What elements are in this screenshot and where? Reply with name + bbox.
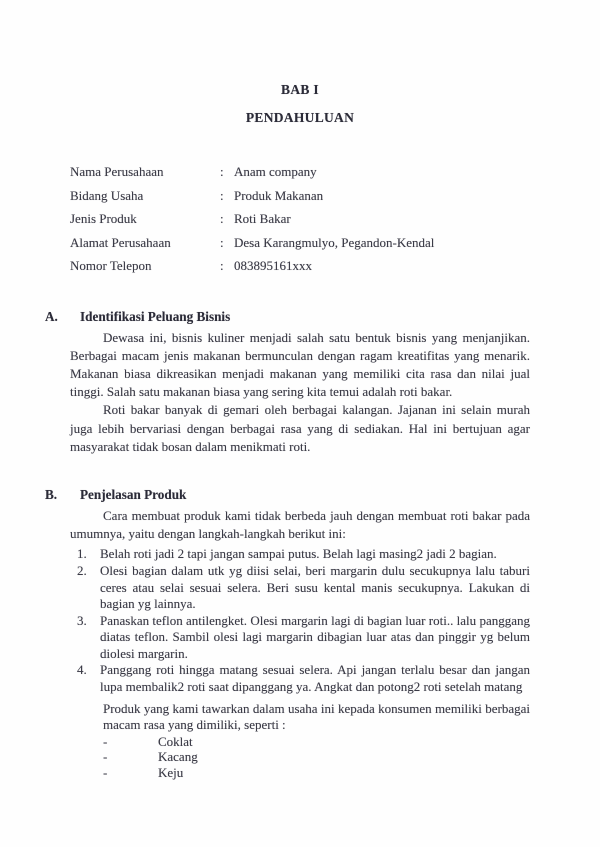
dash-bullet: - [103,764,108,780]
info-row-company-address [70,235,530,259]
list-item [103,734,530,750]
document-content [45,82,530,780]
section-a-heading [45,309,530,325]
info-label: Nomor Telepon [70,258,152,273]
info-value: Produk Makanan [234,187,324,203]
preparation-steps-list [70,546,530,695]
section-b-closing-paragraph: Produk yang kami tawarkan dalam usaha ini kepada konsumen memiliki berbagai macam rasa yang dimiliki, seperti : [103,700,530,733]
info-row-phone-number [70,258,530,282]
dash-bullet: - [103,749,108,765]
info-colon: : [220,258,224,273]
info-label: Nama Perusahaan [70,164,164,179]
info-value: Anam company [234,164,317,179]
list-item-number: 2. [77,562,87,578]
list-item [77,546,530,563]
info-row-business-field [70,188,530,212]
info-value: 083895161xxx [234,258,312,273]
flavor-name: Kacang [158,749,198,765]
section-b-title: Penjelasan Produk [80,486,187,502]
flavor-list [70,734,530,781]
section-a-letter: A. [45,308,58,324]
chapter-number: BAB I [281,82,319,97]
info-label: Jenis Produk [70,211,137,226]
section-a-title: Identifikasi Peluang Bisnis [80,308,231,324]
section-a-paragraph-2: Roti bakar banyak di gemari oleh berbagai kalangan. Jajanan ini selain murah juga lebih bervariasi dengan berbagai rasa yang di sediakan. Hal ini bertujuan agar masyarakat tidak bosan dalam menikmati roti. [70,402,530,454]
list-item-text: Olesi bagian dalam utk yg diisi selai, beri margarin dulu secukupnya lalu taburi ceres atau selai sesuai selera. Beri susu kental manis secukupnya. Lakukan di bagian yg lainnya. [100,562,530,612]
list-item [103,765,530,781]
list-item-text: Panaskan teflon antilengket. Olesi margarin lagi di bagian luar roti.. lalu panggang diatas teflon. Sambil olesi lagi margarin dibagian luar atas dan pinggir yg belum diolesi margarin. [100,612,530,661]
info-value: Desa Karangmulyo, Pegandon-Kendal [234,234,435,250]
info-row-company-name [70,164,530,188]
info-colon: : [220,164,224,179]
list-item-text: Panggang roti hingga matang sesuai selera. Api jangan terlalu besar dan jangan lupa membalik2 roti saat dipanggang ya. Angkat dan potong2 roti setelah matang [100,662,530,695]
list-item [77,613,530,663]
list-item-number: 1. [77,546,87,562]
flavor-name: Coklat [158,733,193,749]
section-b-letter: B. [45,486,58,502]
info-value: Roti Bakar [234,211,291,226]
info-colon: : [220,234,224,250]
info-row-product-type [70,211,530,235]
info-colon: : [220,187,224,203]
dash-bullet: - [103,733,108,749]
section-b-heading [45,487,530,503]
info-label: Alamat Perusahaan [70,234,171,250]
list-item-number: 4. [77,662,87,678]
list-item [77,563,530,613]
section-b-intro-paragraph: Cara membuat produk kami tidak berbeda jauh dengan membuat roti bakar pada umumnya, yaitu dengan langkah-langkah berikut ini: [70,507,530,542]
list-item [77,662,530,695]
info-label: Bidang Usaha [70,187,144,203]
list-item-text: Belah roti jadi 2 tapi jangan sampai putus. Belah lagi masing2 jadi 2 bagian. [100,546,497,562]
list-item-number: 3. [77,612,87,628]
company-info-block [70,164,530,282]
list-item [103,749,530,765]
section-a-paragraph-1: Dewasa ini, bisnis kuliner menjadi salah satu bentuk bisnis yang menjanjikan. Berbagai macam jenis makanan bermunculan dengan ragam kreatifitas yang menarik. Makanan biasa dikreasikan menjadi makanan yang memiliki cita rasa dan nilai jual tinggi. Salah satu makanan biasa yang sering kita temui adalah roti bakar. [70,329,530,400]
info-colon: : [220,211,224,226]
chapter-heading [70,82,530,126]
flavor-name: Keju [158,764,184,780]
chapter-title: PENDAHULUAN [245,110,355,125]
